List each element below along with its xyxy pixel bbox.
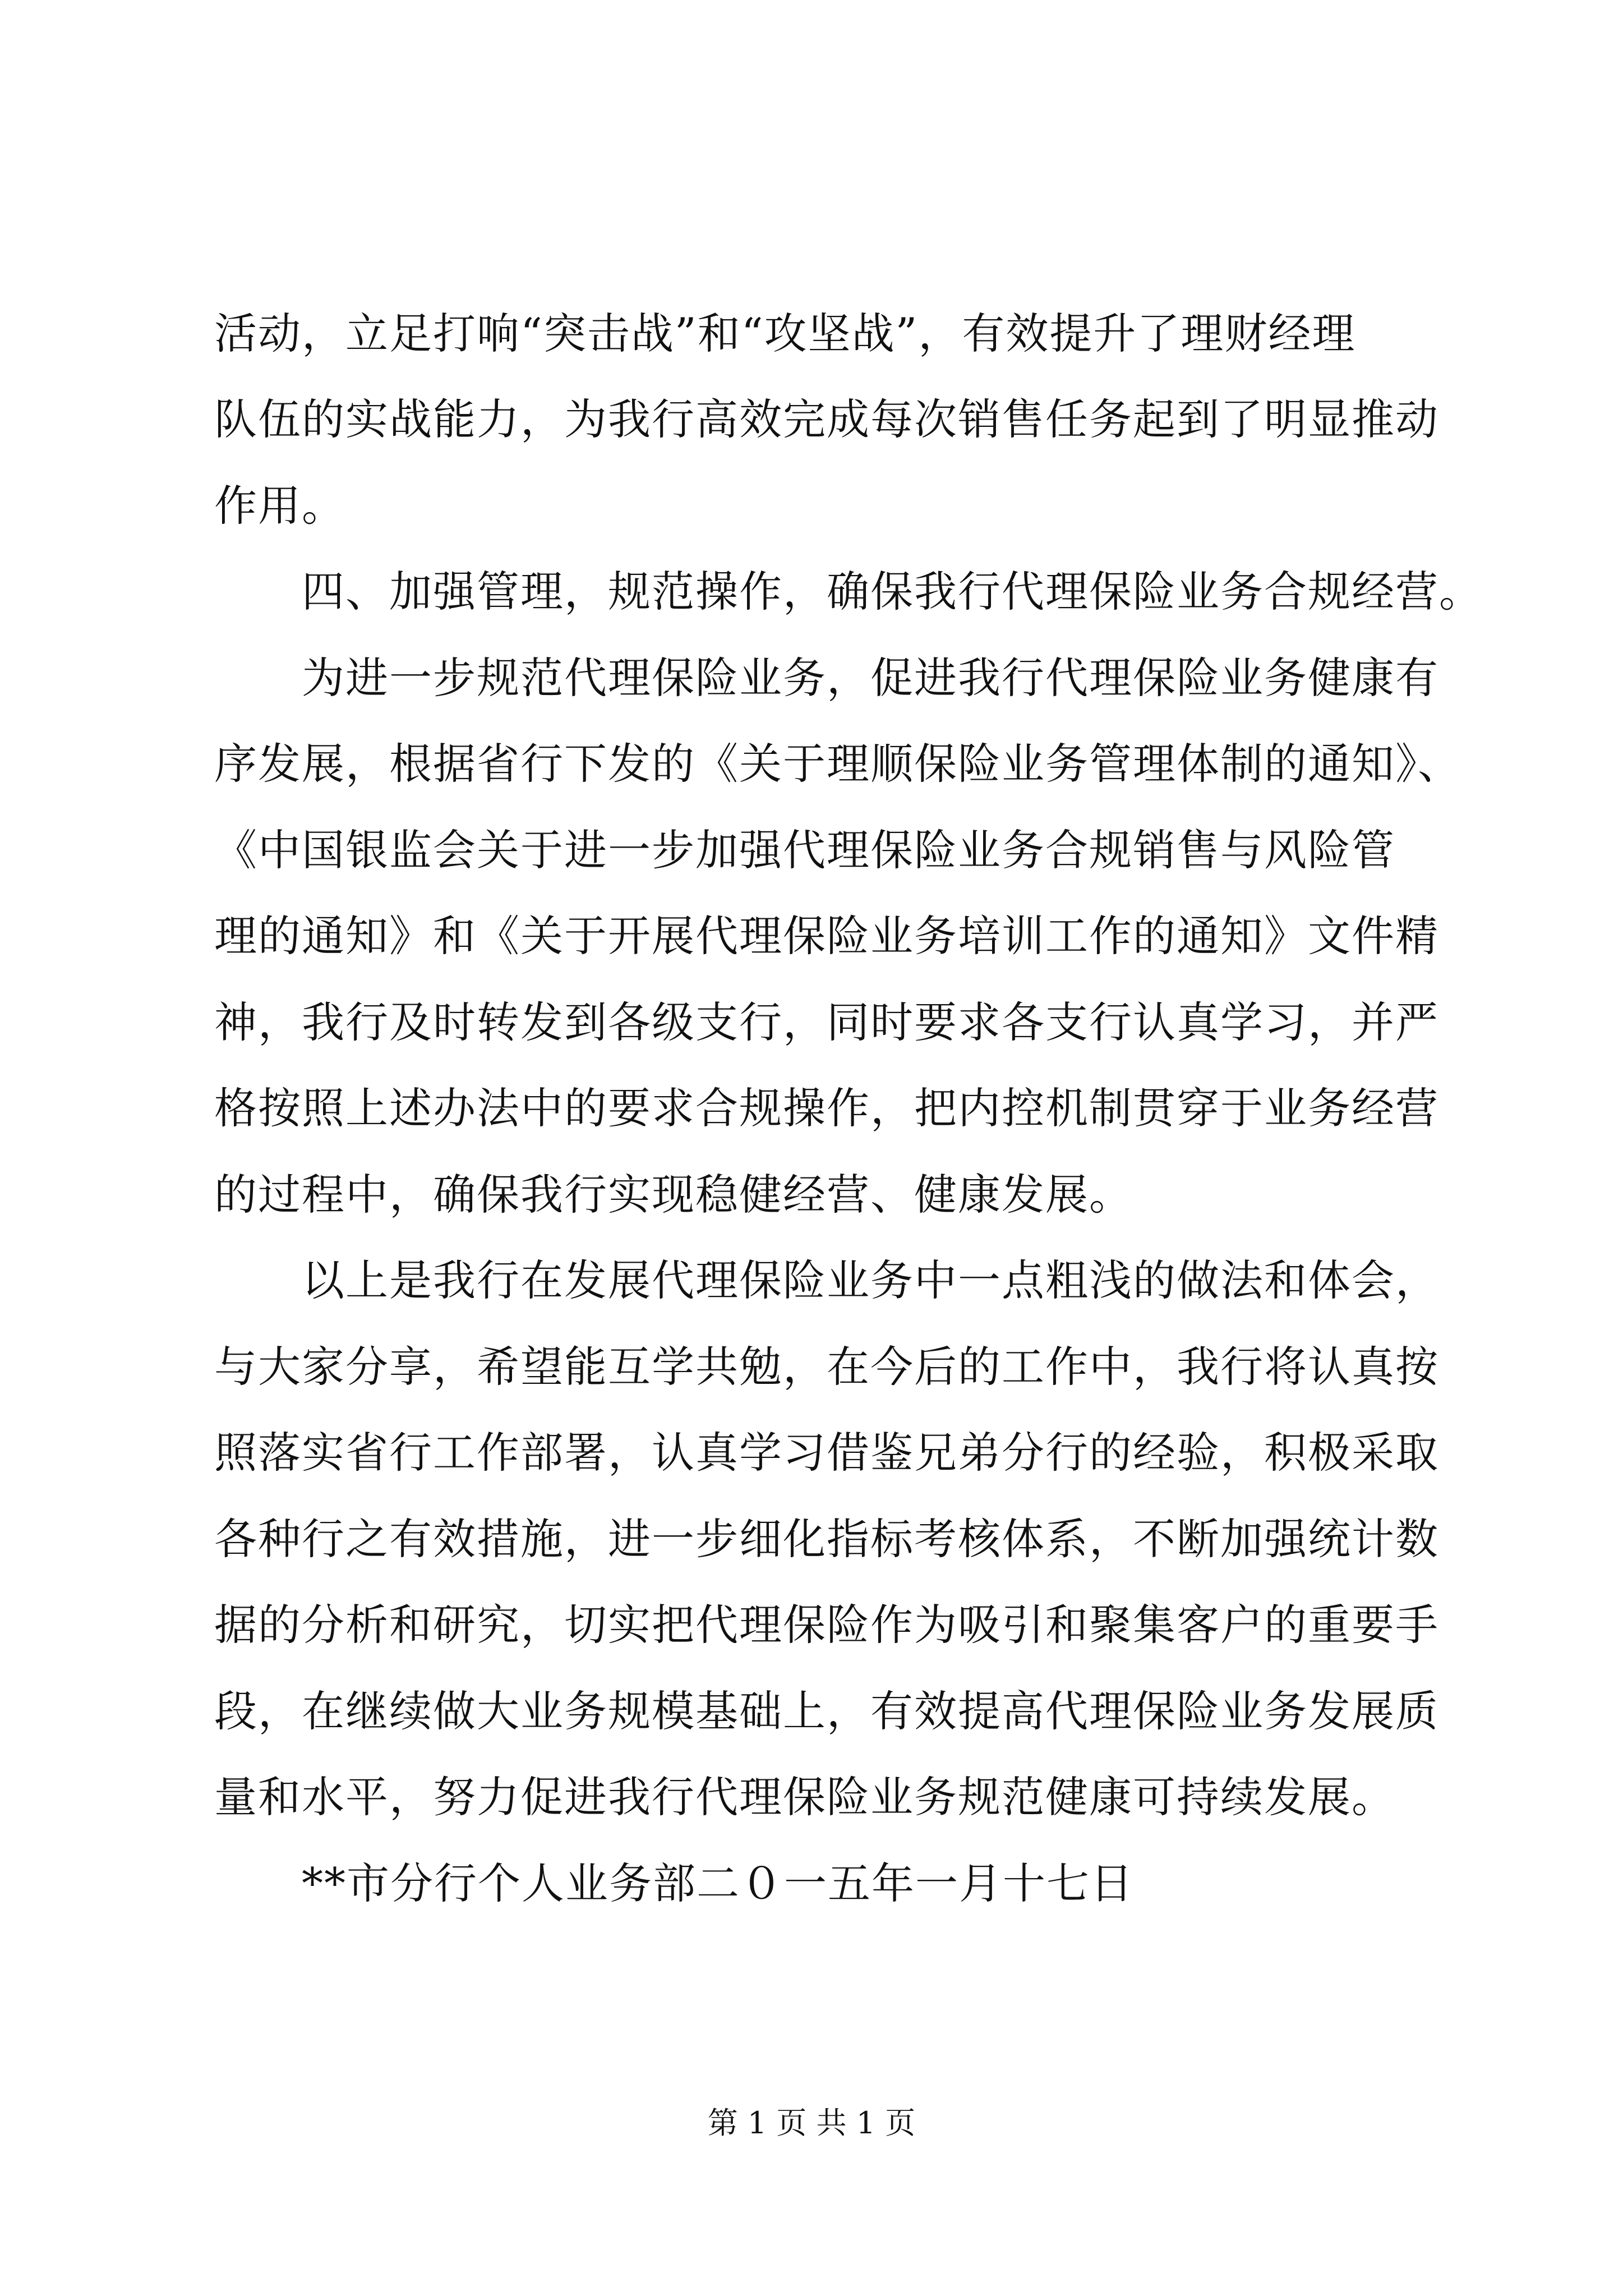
paragraph-line: 的过程中，确保我行实现稳健经营、健康发展。 (214, 1170, 1133, 1220)
paragraph-line: 为进一步规范代理保险业务，促进我行代理保险业务健康有 (302, 653, 1439, 703)
paragraph-line: 以上是我行在发展代理保险业务中一点粗浅的做法和体会， (302, 1255, 1439, 1305)
paragraph-line: 照落实省行工作部署，认真学习借鉴兄弟分行的经验，积极采取 (214, 1428, 1439, 1478)
paragraph-line: 与大家分享，希望能互学共勉，在今后的工作中，我行将认真按 (214, 1342, 1439, 1392)
paragraph-line: 据的分析和研究，切实把代理保险作为吸引和聚集客户的重要手 (214, 1600, 1439, 1650)
paragraph-line: 格按照上述办法中的要求合规操作，把内控机制贯穿于业务经营 (214, 1083, 1439, 1133)
paragraph-line: 《中国银监会关于进一步加强代理保险业务合规销售与风险管 (214, 825, 1395, 875)
paragraph-line: 段，在继续做大业务规模基础上，有效提高代理保险业务发展质 (214, 1686, 1439, 1736)
paragraph-line: 理的通知》和《关于开展代理保险业务培训工作的通知》文件精 (214, 911, 1439, 961)
paragraph-line: 作用。 (214, 481, 345, 531)
signature-line: **市分行个人业务部二０一五年一月十七日 (302, 1858, 1134, 1908)
page-number-footer: 第 1 页 共 1 页 (707, 2105, 916, 2141)
paragraph-line: 序发展，根据省行下发的《关于理顺保险业务管理体制的通知》、 (214, 739, 1461, 789)
paragraph-line: 队伍的实战能力，为我行高效完成每次销售任务起到了明显推动 (214, 394, 1439, 444)
paragraph-line: 各种行之有效措施，进一步细化指标考核体系，不断加强统计数 (214, 1514, 1439, 1564)
paragraph-line: 神，我行及时转发到各级支行，同时要求各支行认真学习，并严 (214, 997, 1439, 1047)
paragraph-line: 活动，立足打响“突击战”和“攻坚战”，有效提升了理财经理 (214, 309, 1356, 358)
paragraph-line: 量和水平，努力促进我行代理保险业务规范健康可持续发展。 (214, 1772, 1395, 1822)
section-heading: 四、加强管理，规范操作，确保我行代理保险业务合规经营。 (302, 567, 1483, 616)
